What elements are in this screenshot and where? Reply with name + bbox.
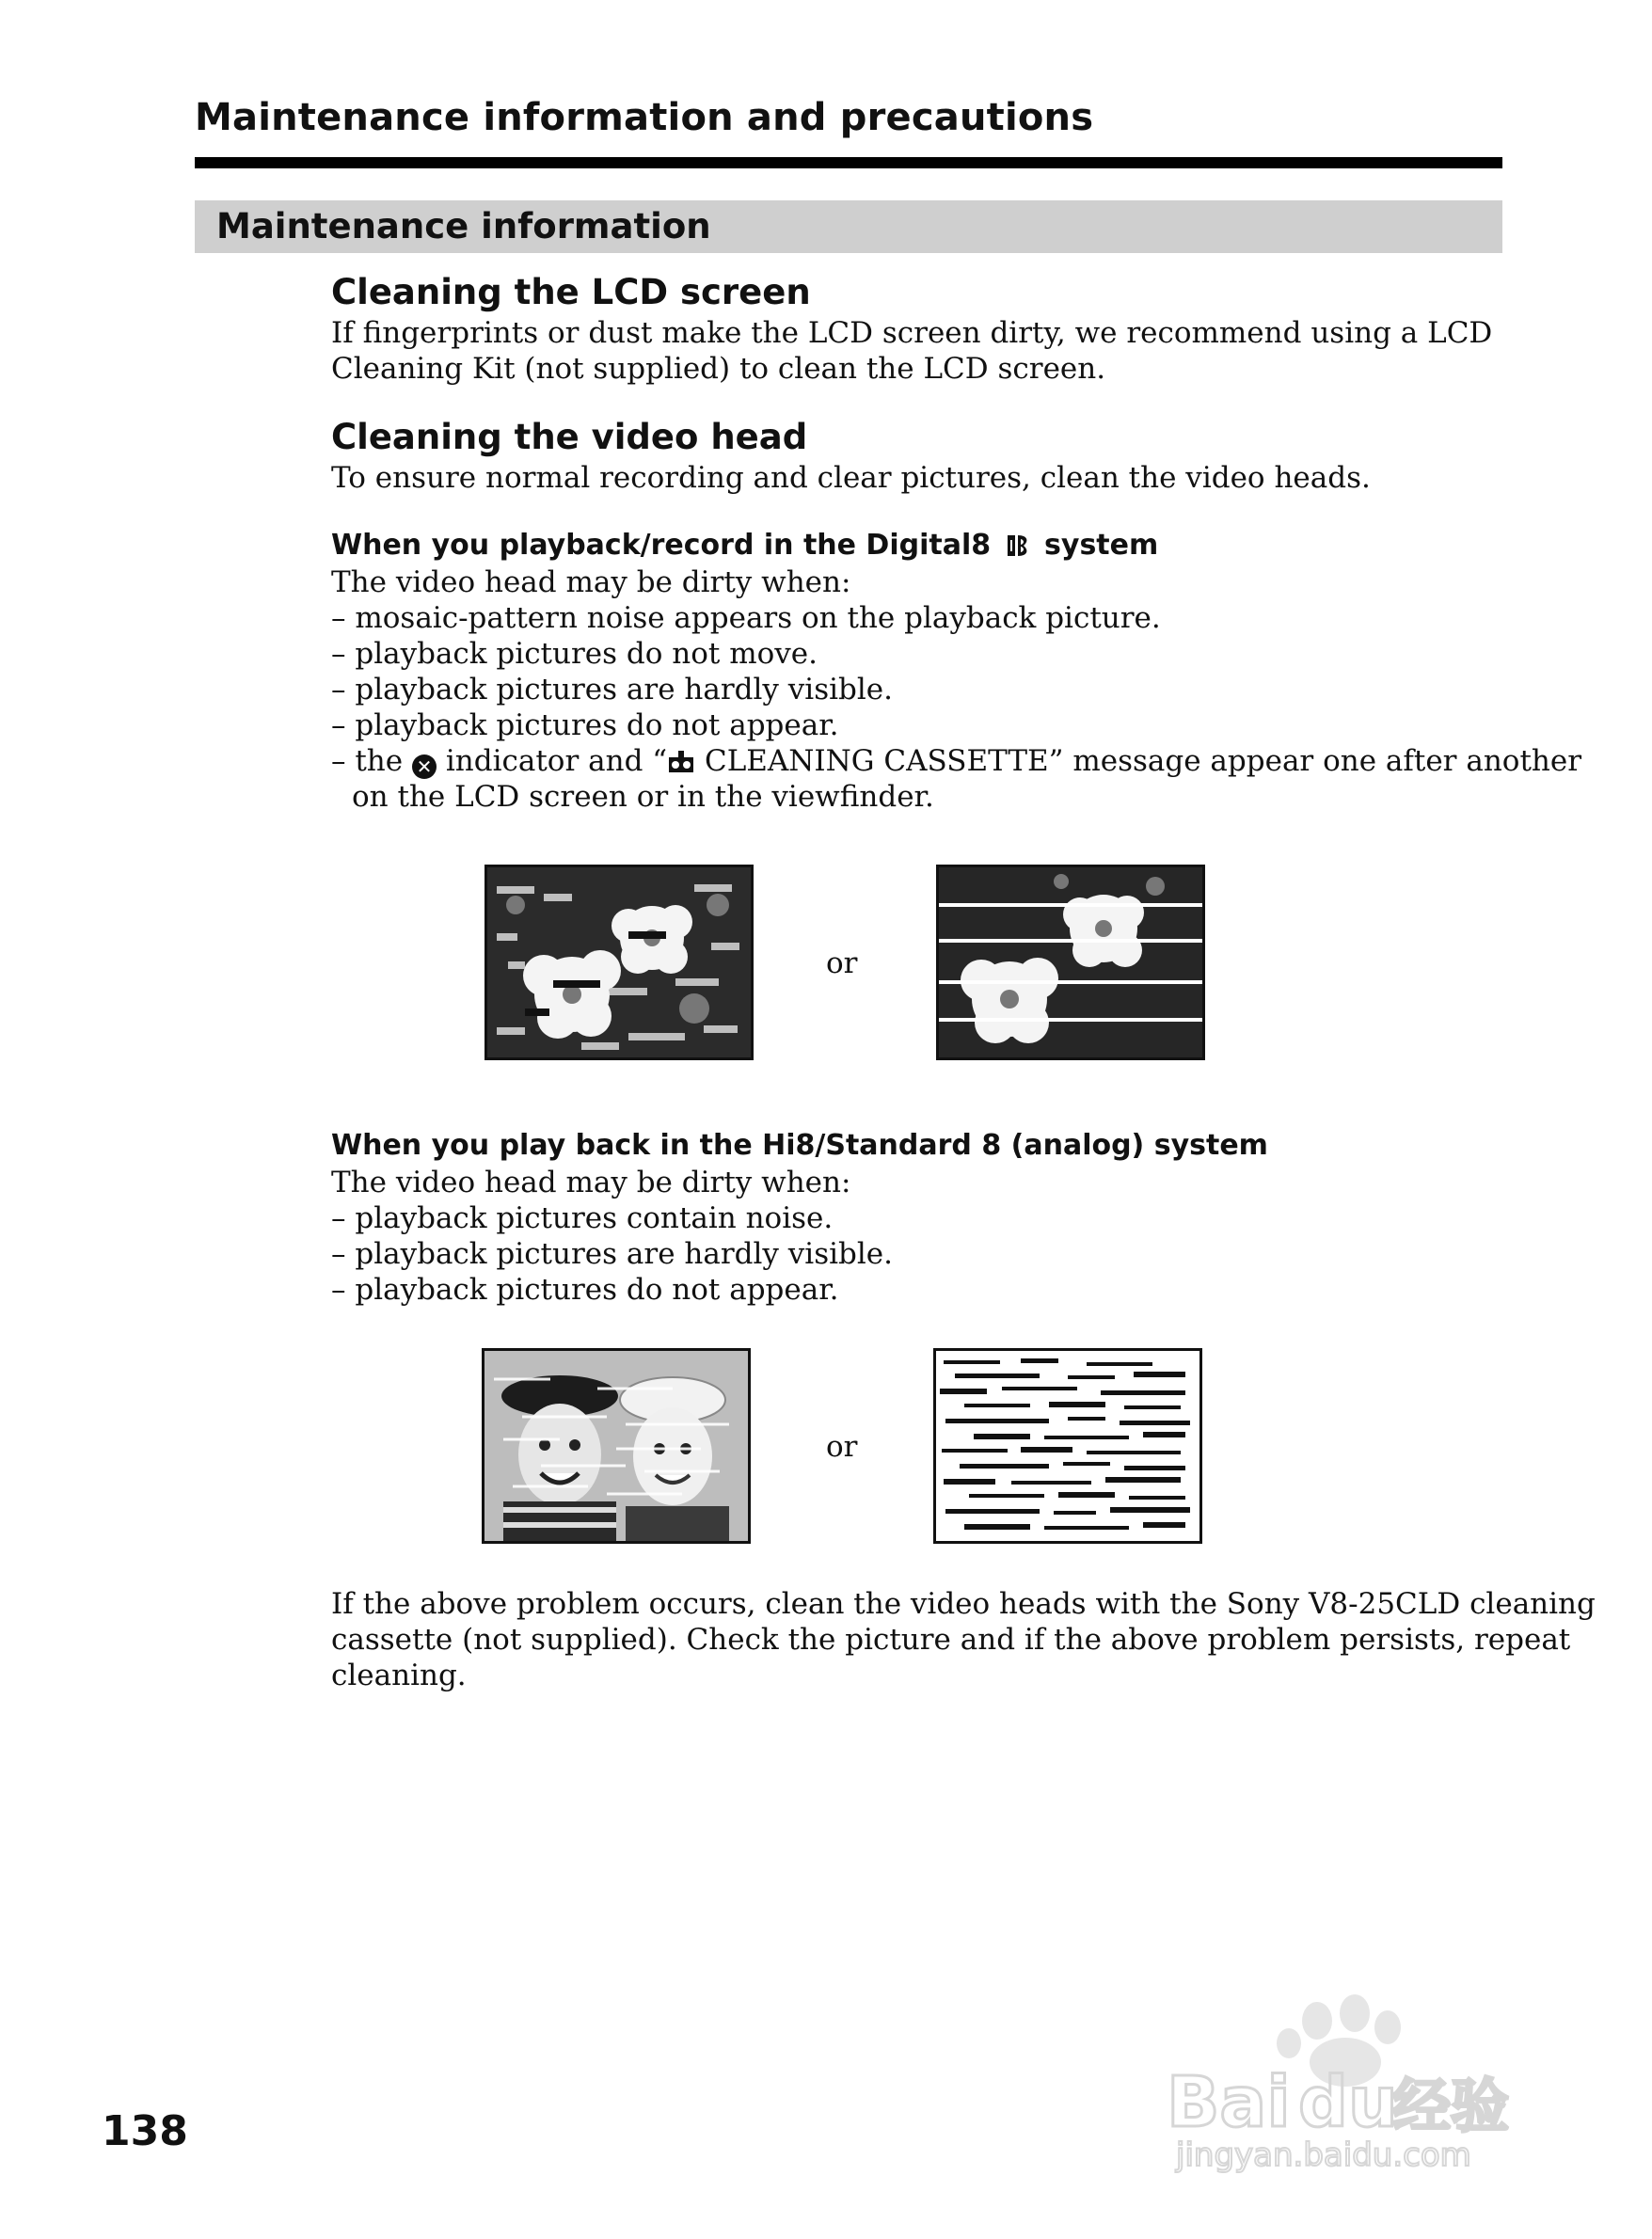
or-label-1: or — [826, 946, 858, 980]
bar-noise-image — [939, 867, 1202, 1057]
full-noise-image — [936, 1351, 1199, 1541]
digital8-item-1: – mosaic-pattern noise appears on the playback picture. — [331, 601, 1161, 635]
digital8-lead: The video head may be dirty when: — [331, 565, 851, 599]
digital8-item-3: – playback pictures are hardly visible. — [331, 673, 894, 707]
watermark-brand: Bai — [1167, 2062, 1291, 2143]
watermark-url: jingyan.baidu.com — [1176, 2136, 1471, 2173]
conclusion-line-1: If the above problem occurs, clean the video heads with the Sony V8-25CLD cleaning — [331, 1587, 1596, 1621]
digital8-logo-icon — [1005, 532, 1031, 557]
conclusion-line-3: cleaning. — [331, 1659, 467, 1692]
streaky-noise-image — [484, 1351, 748, 1541]
digital8-heading — [331, 529, 1158, 562]
or-label-2: or — [826, 1430, 858, 1464]
analog-heading: When you play back in the Hi8/Standard 8 (analog) system — [331, 1129, 1268, 1162]
conclusion-line-2: cassette (not supplied). Check the picture and if the above problem persists, repeat — [331, 1623, 1571, 1657]
page-number: 138 — [102, 2107, 188, 2155]
digital8-item-5 — [331, 743, 1581, 779]
mosaic-noise-image — [487, 867, 751, 1057]
mosaic-noise-figure — [484, 865, 754, 1060]
analog-item-2: – playback pictures are hardly visible. — [331, 1237, 894, 1271]
digital8-item-5-prefix: – the — [331, 744, 404, 778]
full-noise-figure — [933, 1348, 1202, 1544]
digital8-item-5-suffix: CLEANING CASSETTE” message appear one after another — [704, 744, 1582, 778]
streaky-noise-figure — [482, 1348, 751, 1544]
lcd-text-line-2: Cleaning Kit (not supplied) to clean the LCD screen. — [331, 352, 1106, 386]
camera-head-icon — [667, 746, 695, 770]
baidu-paw-icon — [1157, 1985, 1552, 2173]
section-title: Maintenance information — [216, 206, 711, 246]
digital8-heading-system: system — [1044, 529, 1159, 562]
chapter-rule — [195, 157, 1502, 168]
x-circle-icon: ✕ — [412, 754, 437, 779]
video-head-heading: Cleaning the video head — [331, 417, 808, 457]
video-head-intro: To ensure normal recording and clear pictures, clean the video heads. — [331, 461, 1371, 495]
digital8-item-4: – playback pictures do not appear. — [331, 708, 839, 742]
digital8-item-5-continuation: on the LCD screen or in the viewfinder. — [352, 780, 934, 814]
lcd-heading: Cleaning the LCD screen — [331, 272, 811, 312]
bar-noise-figure — [936, 865, 1205, 1060]
analog-lead: The video head may be dirty when: — [331, 1166, 851, 1199]
watermark-suffix: 经验 — [1392, 2072, 1510, 2140]
analog-item-3: – playback pictures do not appear. — [331, 1273, 839, 1307]
lcd-text-line-1: If fingerprints or dust make the LCD screen dirty, we recommend using a LCD — [331, 316, 1493, 350]
watermark-brand-2: du — [1298, 2062, 1398, 2143]
baidu-watermark — [1157, 1985, 1552, 2173]
digital8-heading-text: When you playback/record in the Digital8 — [331, 529, 992, 562]
digital8-item-2: – playback pictures do not move. — [331, 637, 818, 671]
analog-item-1: – playback pictures contain noise. — [331, 1201, 834, 1235]
chapter-title: Maintenance information and precautions — [195, 96, 1094, 139]
digital8-item-5-middle: indicator and “ — [445, 744, 668, 778]
